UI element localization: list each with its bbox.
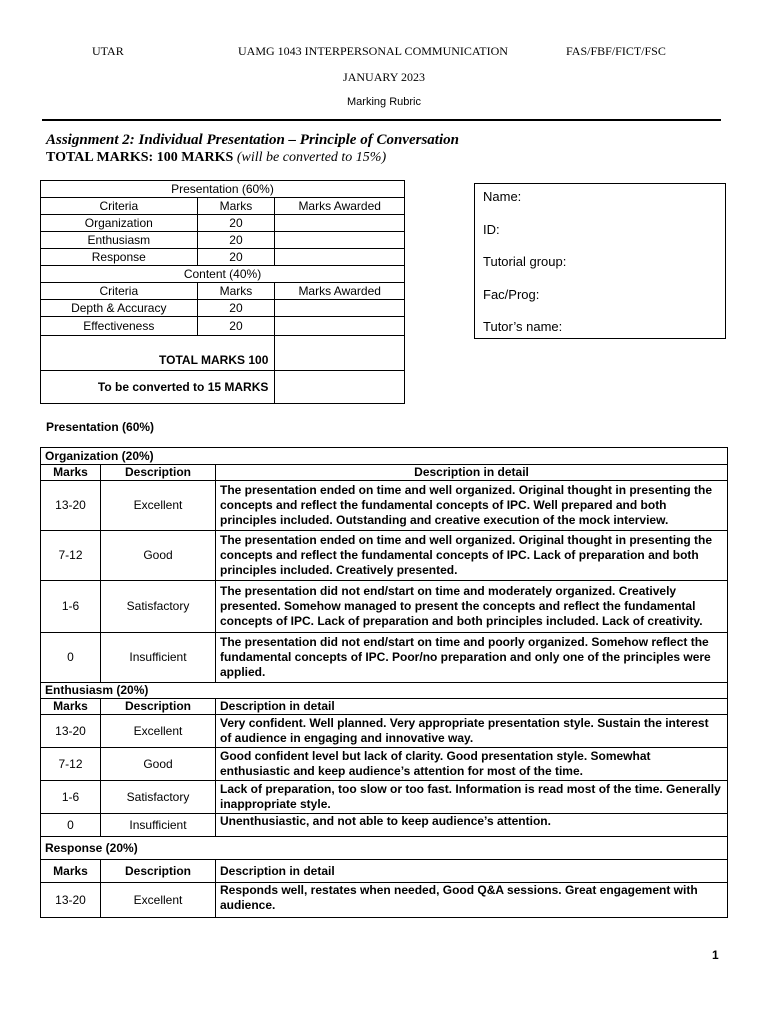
- marks-cell: 0: [41, 814, 101, 837]
- marks-awarded-cell: [275, 232, 405, 249]
- marks-awarded-cell: [275, 215, 405, 232]
- table-row: [41, 748, 728, 781]
- marks-cell: 20: [197, 300, 275, 317]
- col-marks: Marks: [41, 465, 101, 481]
- criteria-cell: Depth & Accuracy: [41, 300, 198, 317]
- header-date: JANUARY 2023: [343, 70, 425, 84]
- description-cell: Insufficient: [101, 814, 216, 837]
- col-marks: Marks: [41, 860, 101, 883]
- description-cell: Good: [101, 748, 216, 781]
- col-description-detail: Description in detail: [216, 465, 728, 481]
- student-info-box: [474, 183, 726, 339]
- marks-cell: 7-12: [41, 531, 101, 581]
- marks-cell: 13-20: [41, 481, 101, 531]
- col-description: Description: [101, 699, 216, 715]
- table-row: [41, 481, 728, 531]
- total-marks-note: (will be converted to 15%): [236, 150, 387, 165]
- converted-marks-cell: [275, 371, 405, 404]
- table-row: [41, 300, 405, 317]
- table-row: [41, 715, 728, 748]
- description-cell: Excellent: [101, 883, 216, 918]
- header-left: UTAR: [92, 44, 124, 58]
- total-marks-awarded-cell: [275, 336, 405, 371]
- table-row: [41, 215, 405, 232]
- col-description: Description: [101, 860, 216, 883]
- response-title: Response (20%): [41, 837, 728, 860]
- fac-prog-label: Fac/Prog:: [483, 286, 540, 302]
- marks-cell: 1-6: [41, 581, 101, 633]
- table-row: [41, 814, 728, 837]
- criteria-cell: Effectiveness: [41, 317, 198, 336]
- marks-cell: 7-12: [41, 748, 101, 781]
- detail-cell: The presentation ended on time and well organized. Original thought in presenting the concepts and reflect the fundamental concepts of IPC. Lack of preparation and both principles included. Creatively presented.: [216, 531, 728, 581]
- col-criteria: Criteria: [41, 283, 198, 300]
- section-title: Presentation (60%): [46, 420, 155, 434]
- col-marks: Marks: [197, 283, 275, 300]
- header-right: FAS/FBF/FICT/FSC: [566, 44, 666, 58]
- table-row: [41, 249, 405, 266]
- table-row: [41, 581, 728, 633]
- total-marks-row-label: TOTAL MARKS 100: [41, 336, 275, 371]
- description-cell: Excellent: [101, 481, 216, 531]
- converted-marks-label: To be converted to 15 MARKS: [41, 371, 275, 404]
- description-cell: Insufficient: [101, 633, 216, 683]
- organization-title: Organization (20%): [41, 448, 728, 465]
- page-number: 1: [712, 948, 719, 962]
- col-marks: Marks: [41, 699, 101, 715]
- table-row: [41, 317, 405, 336]
- id-label: ID:: [483, 221, 500, 237]
- table-row: [41, 633, 728, 683]
- marks-cell: 20: [197, 215, 275, 232]
- table-row: [41, 883, 728, 918]
- col-marks-awarded: Marks Awarded: [275, 198, 405, 215]
- marks-cell: 13-20: [41, 715, 101, 748]
- marks-awarded-cell: [275, 300, 405, 317]
- marks-cell: 20: [197, 249, 275, 266]
- description-cell: Satisfactory: [101, 781, 216, 814]
- col-marks-awarded: Marks Awarded: [275, 283, 405, 300]
- total-marks-label: TOTAL MARKS: 100 MARKS: [46, 150, 234, 165]
- header-subtitle: Marking Rubric: [347, 96, 421, 108]
- detail-cell: Good confident level but lack of clarity. Good presentation style. Somewhat enthusiastic and keep audience’s attention for most of the time.: [216, 748, 728, 781]
- description-cell: Good: [101, 531, 216, 581]
- tutorial-group-label: Tutorial group:: [483, 254, 567, 269]
- col-description-detail: Description in detail: [216, 699, 728, 715]
- col-description: Description: [101, 465, 216, 481]
- detail-cell: The presentation did not end/start on time and moderately organized. Creatively presented. Somehow managed to present the concepts and reflect the fundamental concepts of IPC. Lack of preparation and both principles included. Lack of creativity.: [216, 581, 728, 633]
- detail-cell: The presentation did not end/start on time and poorly organized. Somehow reflect the fundamental concepts of IPC. Poor/no preparation and only one of the principles were applied.: [216, 633, 728, 683]
- detail-cell: Very confident. Well planned. Very appropriate presentation style. Sustain the interest of audience in engaging and innovative way.: [216, 715, 728, 748]
- marks-cell: 20: [197, 232, 275, 249]
- marks-awarded-cell: [275, 249, 405, 266]
- table-row: [41, 781, 728, 814]
- assignment-title: Assignment 2: Individual Presentation – Principle of Conversation: [46, 132, 459, 148]
- detail-cell: The presentation ended on time and well organized. Original thought in presenting the concepts and reflect the fundamental concepts of IPC. Well prepared and both principles included. Outstanding and creative execution of the mock interview.: [216, 481, 728, 531]
- marks-cell: 13-20: [41, 883, 101, 918]
- presentation-summary-title: Presentation (60%): [41, 181, 405, 198]
- content-summary-title: Content (40%): [41, 266, 405, 283]
- detail-cell: Lack of preparation, too slow or too fast. Information is read most of the time. Generally inappropriate style.: [216, 781, 728, 814]
- header-rule: [42, 119, 721, 121]
- criteria-cell: Response: [41, 249, 198, 266]
- marks-awarded-cell: [275, 317, 405, 336]
- detail-cell: Unenthusiastic, and not able to keep audience’s attention.: [216, 814, 728, 837]
- enthusiasm-title: Enthusiasm (20%): [41, 683, 728, 699]
- header-course: UAMG 1043 INTERPERSONAL COMMUNICATION: [238, 44, 508, 58]
- description-cell: Satisfactory: [101, 581, 216, 633]
- summary-table: [40, 180, 405, 404]
- rubric-table: [40, 447, 728, 918]
- table-row: [41, 531, 728, 581]
- col-description-detail: Description in detail: [216, 860, 728, 883]
- marks-cell: 20: [197, 317, 275, 336]
- tutor-name-label: Tutor’s name:: [483, 319, 563, 334]
- col-marks: Marks: [197, 198, 275, 215]
- col-criteria: Criteria: [41, 198, 198, 215]
- marks-cell: 0: [41, 633, 101, 683]
- description-cell: Excellent: [101, 715, 216, 748]
- name-label: Name:: [483, 189, 522, 204]
- detail-cell: Responds well, restates when needed, Good Q&A sessions. Great engagement with audience.: [216, 883, 728, 918]
- assignment-total: [46, 150, 386, 166]
- marks-cell: 1-6: [41, 781, 101, 814]
- criteria-cell: Enthusiasm: [41, 232, 198, 249]
- criteria-cell: Organization: [41, 215, 198, 232]
- table-row: [41, 232, 405, 249]
